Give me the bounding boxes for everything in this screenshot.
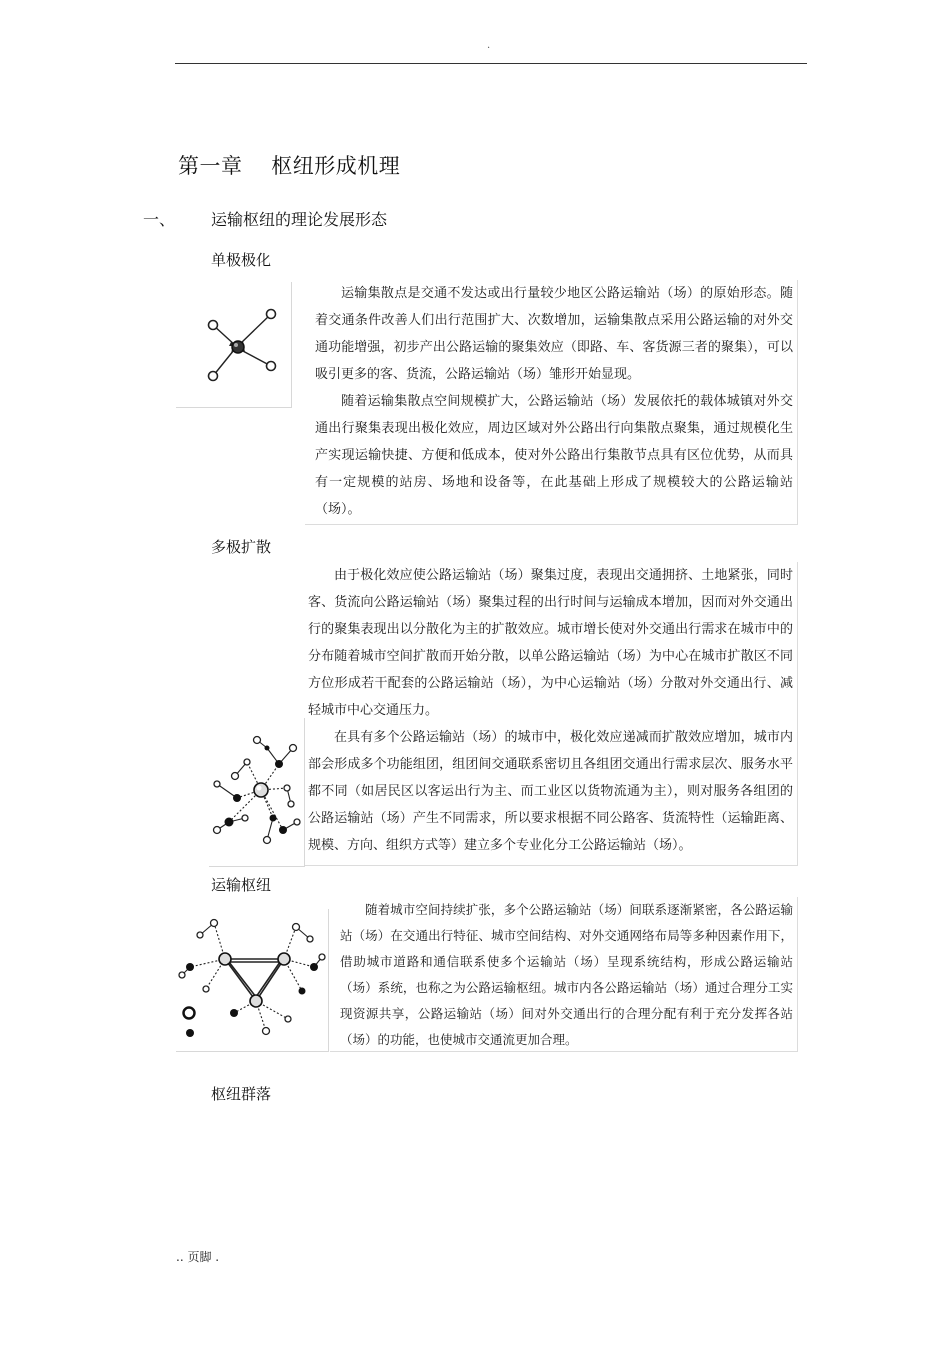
subsection-heading-1: 单极极化 xyxy=(211,251,272,269)
paragraph-3: 由于极化效应使公路运输站（场）聚集过度，表现出交通拥挤、土地紧张，同时客、货流向公路运输站（场）聚集过程的出行时间与运输成本增加，因而对外交通出行的聚集表现出以分散化为主的扩散效应。城市增长使对外交通出行需求在城市中的分布随着城市空间扩散而开始分散，以单公路运输站（场）为中心在城市扩散区不同方位形成若干配套的公路运输站（场），为中心运输站（场）分散对外交通出行、减轻城市中心交通压力。 xyxy=(308,568,793,718)
text-block-transport-hub xyxy=(330,897,798,1052)
paragraph-1: 运输集散点是交通不发达或出行量较少地区公路运输站（场）的原始形态。随着交通条件改善人们出行范围扩大、次数增加，运输集散点采用公路运输的对外交通功能增强，初步产出公路运输的聚集效应（即路、车、客货源三者的聚集），可以吸引更多的客、货流，公路运输站（场）雏形开始显现。 xyxy=(315,286,793,382)
paragraph-2: 随着运输集散点空间规模扩大，公路运输站（场）发展依托的载体城镇对外交通出行聚集表现出极化效应，周边区域对外公路出行向集散点聚集，通过规模化生产实现运输快捷、方便和低成本，使对外公路出行集散节点具有区位优势，从而具有一定规模的站房、场地和设备等，在此基础上形成了规模较大的公路运输站（场）。 xyxy=(315,394,793,517)
subsection-heading-4: 枢纽群落 xyxy=(211,1085,272,1103)
header-rule xyxy=(175,63,807,64)
figure-transport-hub xyxy=(176,909,329,1052)
section-title: 运输枢纽的理论发展形态 xyxy=(211,210,388,229)
subsection-heading-3: 运输枢纽 xyxy=(211,876,272,894)
paragraph-4: 在具有多个公路运输站（场）的城市中，极化效应递减而扩散效应增加，城市内部会形成多个功能组团，组团间交通联系密切且各组团交通出行需求层次、服务水平都不同（如居民区以客运出行为主、而工业区以货物流通为主），则对服务各组团的公路运输站（场）产生不同需求，所以要求根据不同公路客、货流特性（运输距离、规模、方向、组织方式等）建立多个专业化分工公路运输站（场）。 xyxy=(308,730,793,853)
subsection-heading-2: 多极扩散 xyxy=(211,538,272,556)
figure-multi-pole xyxy=(209,718,305,867)
header-mark: . xyxy=(487,40,491,51)
figure-single-pole xyxy=(176,282,292,408)
page-footer: .. 页脚 . xyxy=(176,1250,220,1264)
text-block-single-pole xyxy=(305,280,798,525)
chapter-title: 第一章 枢纽形成机理 xyxy=(178,154,401,178)
text-block-multi-pole xyxy=(305,562,798,866)
section-number: 一、 xyxy=(143,210,176,229)
paragraph-5: 随着城市空间持续扩张，多个公路运输站（场）间联系逐渐紧密，各公路运输站（场）在交通出行特征、城市空间结构、对外交通网络布局等多种因素作用下，借助城市道路和通信联系使多个运输站（场）呈现系统结构，形成公路运输站（场）系统，也称之为公路运输枢纽。城市内各公路运输站（场）通过合理分工实现资源共享，公路运输站（场）间对外交通出行的合理分配有利于充分发挥各站（场）的功能，也使城市交通流更加合理。 xyxy=(340,902,793,1047)
